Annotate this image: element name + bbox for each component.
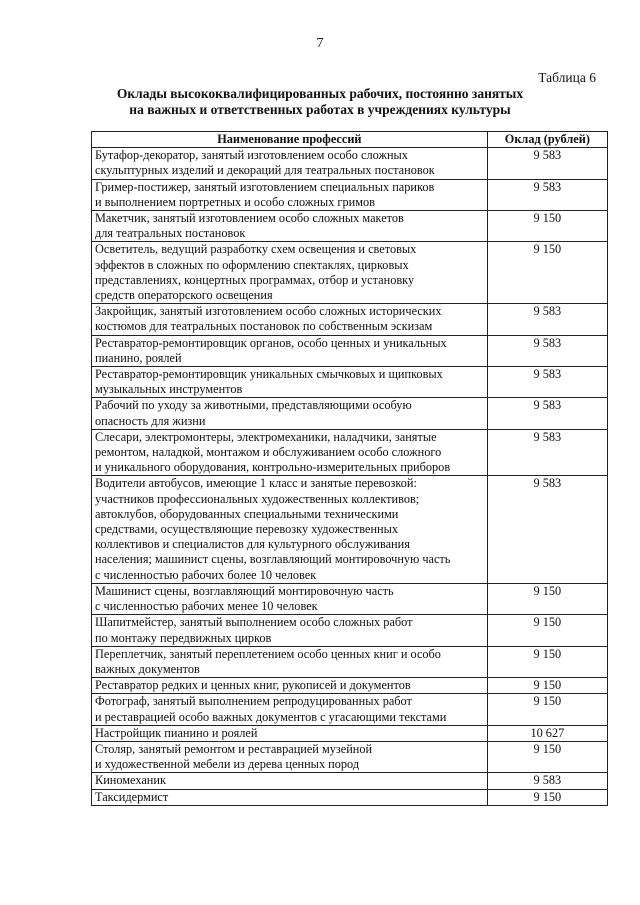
profession-cell	[92, 335, 488, 366]
salary-cell: 9 150	[487, 694, 607, 725]
salary-cell: 9 583	[487, 367, 607, 398]
profession-cell	[92, 179, 488, 210]
profession-line: средств операторского освещения	[95, 288, 273, 303]
table-row	[92, 789, 608, 805]
profession-line: автоклубов, оборудованных специальными техническими	[95, 506, 399, 521]
table-row	[92, 335, 608, 366]
salary-cell: 9 150	[487, 741, 607, 772]
profession-line: средствами, осуществляющие перевозку художественных	[95, 522, 399, 537]
header-salary: Оклад (рублей)	[487, 132, 607, 148]
salary-cell: 9 583	[487, 476, 607, 583]
profession-line: и художественной мебели из дерева ценных пород	[95, 757, 360, 772]
profession-cell	[92, 476, 488, 583]
title-line-1: Оклады высококвалифицированных рабочих, постоянно занятых	[116, 86, 524, 101]
table-row	[92, 148, 608, 179]
profession-line: эффектов в сложных по оформлению спектаклях, цирковых	[95, 257, 409, 272]
profession-line: Фотограф, занятый выполнением репродуцированных работ	[95, 694, 412, 709]
salary-cell: 9 150	[487, 242, 607, 304]
salary-cell: 9 150	[487, 615, 607, 646]
profession-cell	[92, 304, 488, 335]
profession-cell	[92, 398, 488, 429]
profession-cell	[92, 694, 488, 725]
table-label: Таблица 6	[538, 70, 596, 85]
profession-cell	[92, 242, 488, 304]
salary-cell: 9 583	[487, 335, 607, 366]
table-row	[92, 741, 608, 772]
profession-line: и уникального оборудования, контрольно-измерительных приборов	[95, 460, 451, 475]
profession-cell	[92, 615, 488, 646]
salary-cell: 9 583	[487, 398, 607, 429]
profession-line: Слесари, электромонтеры, электромеханики, наладчики, занятые	[95, 429, 437, 444]
salary-cell: 9 150	[487, 646, 607, 677]
profession-line: Реставратор-ремонтировщик уникальных смычковых и щипковых	[95, 367, 443, 382]
profession-line: пианино, роялей	[95, 350, 182, 365]
profession-line: Реставратор-ремонтировщик органов, особо ценных и уникальных	[95, 335, 447, 350]
profession-line: костюмов для театральных постановок по собственным эскизам	[95, 319, 433, 334]
header-profession: Наименование профессий	[92, 132, 488, 148]
profession-line: участников профессиональных художественных коллективов;	[95, 491, 420, 506]
profession-line: Бутафор-декоратор, занятый изготовлением особо сложных	[95, 148, 408, 163]
table-row	[92, 583, 608, 614]
table-row	[92, 476, 608, 583]
profession-line: Переплетчик, занятый переплетением особо ценных книг и особо	[95, 646, 441, 661]
salary-cell: 9 150	[487, 789, 607, 805]
profession-cell	[92, 741, 488, 772]
profession-cell	[92, 583, 488, 614]
salary-cell: 9 583	[487, 179, 607, 210]
profession-line: представлениях, концертных программах, отбор и установку	[95, 272, 415, 287]
title-line-2: на важных и ответственных работах в учреждениях культуры	[129, 102, 511, 117]
salary-cell: 9 583	[487, 773, 607, 789]
profession-cell	[92, 148, 488, 179]
salary-cell: 9 583	[487, 304, 607, 335]
profession-cell	[92, 725, 488, 741]
profession-line: опасность для жизни	[95, 413, 206, 428]
profession-cell	[92, 773, 488, 789]
table-row	[92, 179, 608, 210]
table-row	[92, 398, 608, 429]
profession-cell	[92, 429, 488, 476]
table-row	[92, 678, 608, 694]
salary-cell: 10 627	[487, 725, 607, 741]
profession-line: Макетчик, занятый изготовлением особо сложных макетов	[95, 211, 404, 226]
salary-cell: 9 150	[487, 583, 607, 614]
profession-line: с численностью рабочих более 10 человек	[95, 567, 317, 582]
salary-cell: 9 583	[487, 148, 607, 179]
profession-line: Машинист сцены, возглавляющий монтировочную часть	[95, 583, 394, 598]
table-header-row	[92, 132, 608, 148]
table-row	[92, 304, 608, 335]
profession-line: скульптурных изделий и декораций для театральных постановок	[95, 163, 435, 178]
table-row	[92, 694, 608, 725]
profession-line: Настройщик пианино и роялей	[95, 725, 258, 740]
profession-line: по монтажу передвижных цирков	[95, 630, 272, 645]
profession-line: музыкальных инструментов	[95, 382, 243, 397]
table-row	[92, 725, 608, 741]
table-row	[92, 773, 608, 789]
profession-line: коллективов и специалистов для культурного обслуживания	[95, 537, 410, 552]
profession-cell	[92, 367, 488, 398]
table-row	[92, 211, 608, 242]
profession-line: Столяр, занятый ремонтом и реставрацией музейной	[95, 741, 373, 756]
table-row	[92, 615, 608, 646]
profession-line: Гример-постижер, занятый изготовлением специальных париков	[95, 179, 435, 194]
profession-line: Шапитмейстер, занятый выполнением особо сложных работ	[95, 615, 413, 630]
salary-cell: 9 150	[487, 211, 607, 242]
profession-cell	[92, 678, 488, 694]
profession-cell	[92, 789, 488, 805]
profession-line: Водители автобусов, имеющие 1 класс и занятые перевозкой:	[95, 476, 417, 491]
salary-cell: 9 583	[487, 429, 607, 476]
profession-line: и реставрацией особо важных документов с угасающими текстами	[95, 709, 447, 724]
salary-cell: 9 150	[487, 678, 607, 694]
profession-line: с численностью рабочих менее 10 человек	[95, 599, 318, 614]
table-row	[92, 646, 608, 677]
table-body	[92, 148, 608, 806]
profession-cell	[92, 211, 488, 242]
profession-line: населения; машинист сцены, возглавляющий монтировочную часть	[95, 552, 451, 567]
document-title	[0, 86, 640, 118]
salary-table	[91, 131, 608, 806]
profession-cell	[92, 646, 488, 677]
page-number: 7	[316, 36, 324, 51]
profession-line: и выполнением портретных и особо сложных гримов	[95, 194, 375, 209]
profession-line: Киномеханик	[95, 773, 166, 788]
profession-line: Закройщик, занятый изготовлением особо сложных исторических	[95, 304, 442, 319]
profession-line: Таксидермист	[95, 789, 169, 804]
table-row	[92, 429, 608, 476]
table-row	[92, 367, 608, 398]
profession-line: для театральных постановок	[95, 226, 246, 241]
profession-line: Рабочий по уходу за животными, представляющими особую	[95, 398, 412, 413]
profession-line: важных документов	[95, 661, 200, 676]
profession-line: Осветитель, ведущий разработку схем освещения и световых	[95, 242, 417, 257]
table-row	[92, 242, 608, 304]
profession-line: Реставратор редких и ценных книг, рукописей и документов	[95, 678, 411, 693]
profession-line: ремонтом, наладкой, монтажом и обслуживанием особо сложного	[95, 445, 442, 460]
